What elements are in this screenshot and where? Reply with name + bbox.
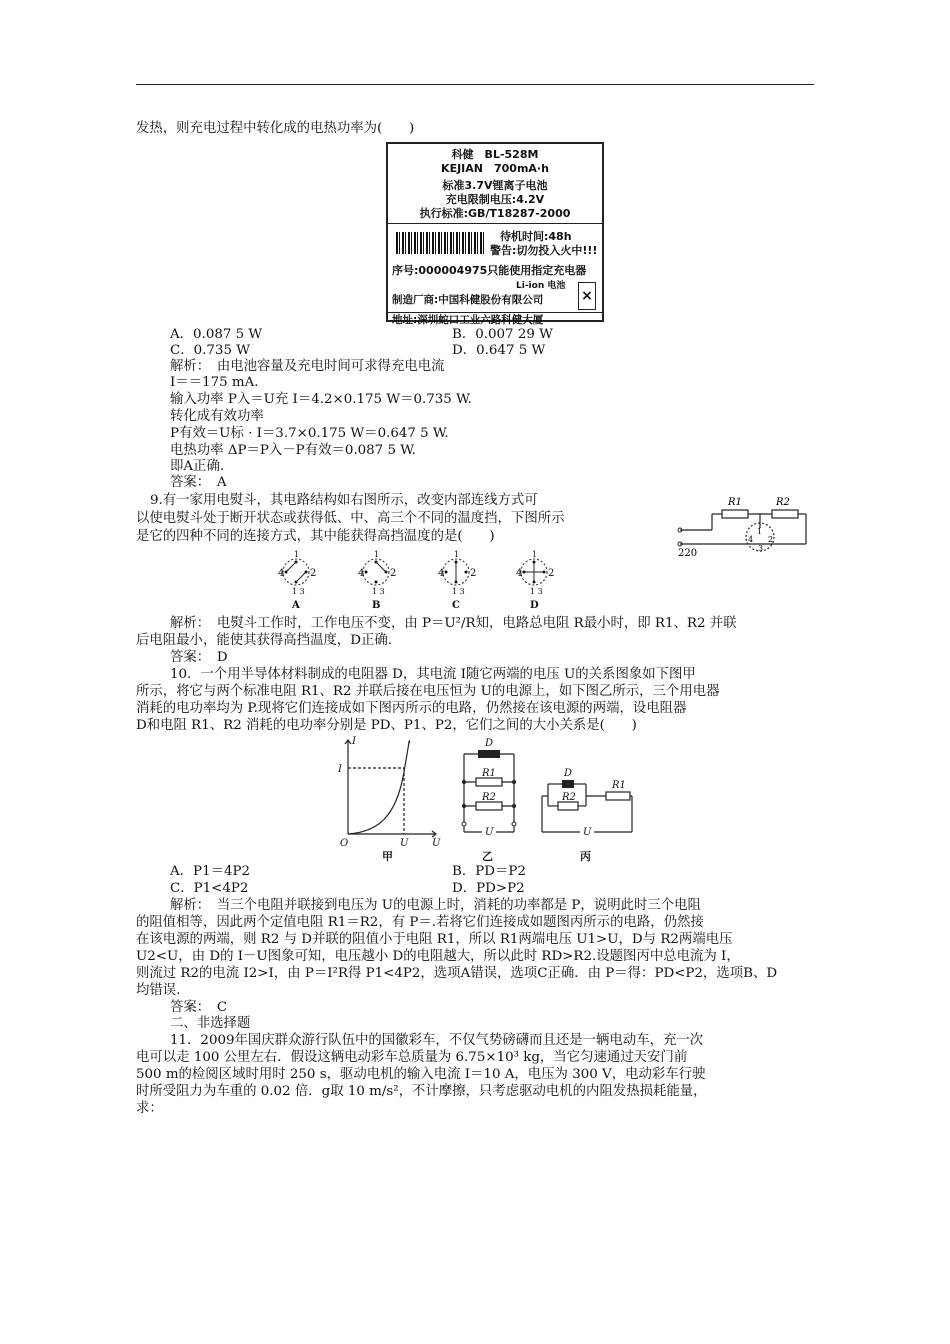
yi-r2-label: R2 [482, 792, 496, 803]
q10-analysis-6: 均错误. [136, 983, 181, 998]
q8-analysis-3: 输入功率 P入＝U充 I＝4.2×0.175 W＝0.735 W. [170, 392, 472, 407]
q10-analysis-2: 的阻值相等，因此两个定值电阻 R1＝R2，有 P＝.若将它们连接成如题图丙所示的电路，仍然接 [136, 915, 704, 930]
label-type: 标准3.7V锂离子电池 [442, 179, 548, 192]
q11-line-2: 电可以走 100 公里左右．假设这辆电动彩车总质量为 6.75×10³ kg，当它匀速通过天安门前 [136, 1050, 688, 1065]
svg-text:1: 1 [532, 550, 538, 559]
tick-u-label: U [400, 838, 409, 849]
q8-analysis-5: P有效＝U标 · I＝3.7×0.175 W＝0.647 5 W. [170, 426, 449, 441]
q9-stem-2: 以使电熨斗处于断开状态或获得低、中、高三个不同的温度挡，下图所示 [136, 511, 565, 526]
q9-choice-b: B [372, 600, 381, 611]
q10-analysis-5: 则流过 R2的电流 I2>I，由 P＝I²R得 P1<4P2，选项A错误，选项C正确．由 P＝得：PD<P2，选项B、D [136, 966, 778, 981]
q8-analysis-6: 电热功率 ΔP＝P入－P有效＝0.087 5 W. [170, 443, 416, 458]
barcode-icon [396, 232, 486, 254]
q10-answer: 答案： C [170, 1000, 228, 1015]
battery-label-figure [386, 142, 604, 326]
yi-d-label: D [485, 738, 494, 749]
bing-u-label: U [583, 827, 592, 838]
q9-analysis-1: 解析： 电熨斗工作时，工作电压不变，由 P＝U²/R知，电路总电阻 R最小时，即 R1、R2 并联 [170, 616, 737, 631]
q9-circuit-diagram [672, 490, 822, 560]
q8-answer: 答案： A [170, 475, 227, 490]
caption-yi: 乙 [482, 850, 493, 863]
q9-node-3: 3 [758, 544, 764, 553]
axis-i-label: I [352, 736, 356, 747]
svg-text:4: 4 [278, 568, 285, 579]
q8-option-d: D．0.647 5 W [452, 343, 546, 358]
svg-text:1 3: 1 3 [452, 587, 465, 596]
q9-analysis-2: 后电阻最小，能使其获得高挡温度，D正确. [136, 633, 393, 648]
label-charge-limit: 充电限制电压:4.2V [445, 193, 545, 206]
q9-stem-1: 9.有一家用电熨斗，其电路结构如右图所示，改变内部连线方式可 [150, 493, 538, 508]
q9-node-1: 1 [757, 527, 763, 536]
tick-i-label: I [338, 764, 342, 775]
svg-text:2: 2 [390, 568, 397, 579]
svg-text:1 3: 1 3 [530, 587, 543, 596]
svg-text:4: 4 [438, 568, 445, 579]
svg-text:1: 1 [294, 550, 300, 559]
q9-choice-d: D [530, 600, 539, 611]
q10-option-b: B．PD＝P2 [452, 864, 526, 879]
q9-connection-options [268, 548, 558, 612]
q8-analysis-2: I＝＝175 mA. [170, 375, 259, 390]
axis-u-label: U [432, 838, 441, 849]
q9-stem-3: 是它的四种不同的连接方式，其中能获得高挡温度的是( ) [136, 529, 495, 544]
section-2-heading: 二、非选择题 [170, 1016, 251, 1031]
q11-line-1: 11．2009年国庆群众游行队伍中的国徽彩车，不仅气势磅礴而且还是一辆电动车，充一次 [170, 1033, 704, 1048]
label-li-ion: Li-ion 电池 [516, 281, 566, 291]
label-serial: 序号:000004975只能使用指定充电器 [392, 264, 587, 277]
label-address: 地址:深圳蛇口工业六路科健大厦 [392, 314, 544, 326]
q9-node-4: 4 [748, 535, 754, 544]
q11-line-3: 500 m的检阅区域时用时 250 s，驱动电机的输入电流 I＝10 A，电压为 300 V，电动彩车行驶 [136, 1067, 706, 1082]
origin-label: O [340, 838, 349, 849]
q8-option-a: A．0.087 5 W [170, 327, 263, 342]
svg-text:2: 2 [470, 568, 477, 579]
q8-option-c: C．0.735 W [170, 343, 250, 358]
label-maker: 制造厂商:中国科健股份有限公司 [392, 294, 544, 306]
q11-line-4: 时所受阻力为车重的 0.02 倍．g取 10 m/s²，不计摩擦，只考虑驱动电机的内阻发热损耗能量， [136, 1084, 707, 1099]
header-rule [136, 84, 814, 85]
svg-text:1 3: 1 3 [372, 587, 385, 596]
label-standard: 执行标准:GB/T18287-2000 [419, 207, 571, 220]
yi-r1-label: R1 [482, 768, 496, 779]
q9-node-2: 2 [768, 535, 774, 544]
bing-r2-label: R2 [562, 792, 576, 803]
caption-jia: 甲 [382, 850, 393, 863]
q9-answer: 答案： D [170, 650, 228, 665]
q8-analysis-1: 解析： 由电池容量及充电时间可求得充电电流 [170, 359, 445, 374]
q10-figures [336, 734, 646, 864]
q10-stem-4: D和电阻 R1、R2 消耗的电功率分别是 PD、P1、P2，它们之间的大小关系是( ) [136, 718, 637, 733]
q8-option-b: B．0.007 29 W [452, 327, 553, 342]
caption-bing: 丙 [580, 850, 591, 863]
q10-analysis-4: U2<U，由 D的 I－U图象可知，电压越小 D的电阻越大，所以此时 RD>R2.设题图丙中总电流为 I， [136, 949, 740, 964]
bing-d-label: D [564, 768, 573, 779]
q11-line-5: 求： [136, 1101, 163, 1116]
q9-r1-label: R1 [728, 497, 742, 508]
q10-stem-3: 消耗的电功率均为 P.现将它们连接成如下图丙所示的电路，仍然接在该电源的两端，设电阻器 [136, 701, 687, 716]
q8-analysis-7: 即A正确. [170, 459, 225, 474]
q9-choice-a: A [292, 600, 300, 611]
q10-stem-2: 所示，将它与两个标准电阻 R1、R2 并联后接在电压恒为 U的电源上，如下图乙所示，三个用电器 [136, 684, 720, 699]
q9-choice-c: C [452, 600, 460, 611]
svg-text:2: 2 [310, 568, 317, 579]
q8-analysis-4: 转化成有效功率 [170, 409, 264, 424]
svg-text:4: 4 [516, 568, 523, 579]
svg-text:1: 1 [374, 550, 380, 559]
label-standby: 待机时间:48h [500, 230, 572, 243]
q10-analysis-1: 解析： 当三个电阻并联接到电压为 U的电源上时，消耗的功率都是 P，说明此时三个电阻 [170, 898, 701, 913]
q10-option-a: A．P1＝4P2 [170, 864, 251, 879]
q9-voltage-label: 220 [678, 548, 698, 559]
label-brand: 科健 BL-528M [451, 148, 539, 161]
svg-text:4: 4 [358, 568, 365, 579]
q10-analysis-3: 在该电源的两端，则 R2 与 D并联的阻值小于电阻 R1，所以 R1两端电压 U1>U，D与 R2两端电压 [136, 932, 733, 947]
label-model: KEJIAN 700mA·h [441, 162, 549, 175]
yi-u-label: U [485, 827, 494, 838]
svg-text:1: 1 [454, 550, 460, 559]
q10-option-c: C．P1<4P2 [170, 881, 249, 896]
q8-stem: 发热，则充电过程中转化成的电热功率为( ) [136, 121, 415, 136]
svg-text:2: 2 [548, 568, 555, 579]
q10-stem-1: 10．一个用半导体材料制成的电阻器 D，其电流 I随它两端的电压 U的关系图象如下图甲 [170, 667, 696, 682]
q10-option-d: D．PD>P2 [452, 881, 525, 896]
q9-r2-label: R2 [776, 497, 790, 508]
bing-r1-label: R1 [612, 780, 626, 791]
label-warning: 警告:切勿投入火中!!! [490, 244, 598, 257]
svg-text:1 3: 1 3 [292, 587, 305, 596]
recycle-bin-icon: × [578, 282, 596, 310]
